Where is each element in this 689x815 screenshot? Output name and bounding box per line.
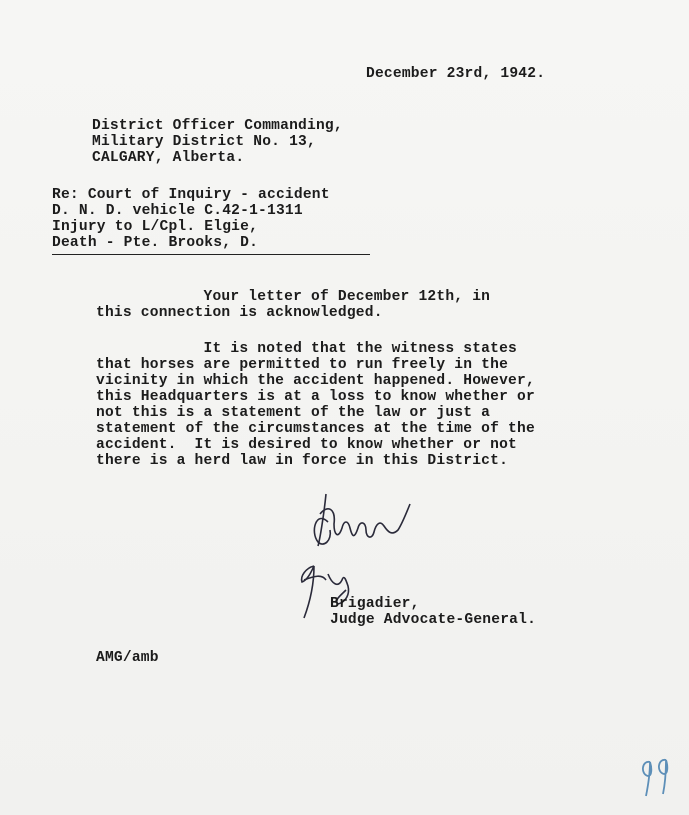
body-line: there is a herd law in force in this District. <box>96 453 509 469</box>
body-line: this Headquarters is at a loss to know whether or <box>96 389 535 405</box>
subject-line: Death - Pte. Brooks, D. <box>52 235 259 251</box>
body-line: It is noted that the witness states <box>96 341 518 357</box>
subject-underline <box>52 254 370 255</box>
recipient-line: CALGARY, Alberta. <box>92 150 245 166</box>
body-paragraph-1 <box>96 289 490 321</box>
recipient-address <box>92 118 343 166</box>
body-paragraph-2 <box>96 341 535 469</box>
recipient-line: District Officer Commanding, <box>92 118 343 134</box>
signature-line: Judge Advocate-General. <box>330 612 537 628</box>
letter-date: December 23rd, 1942. <box>366 66 546 82</box>
signature-block <box>330 596 536 628</box>
body-line: Your letter of December 12th, in <box>96 289 491 305</box>
body-line: this connection is acknowledged. <box>96 305 383 321</box>
body-line: not this is a statement of the law or just a <box>96 405 491 421</box>
subject-line: Injury to L/Cpl. Elgie, <box>52 219 259 235</box>
body-line: vicinity in which the accident happened. However, <box>96 373 535 389</box>
subject-line: Re: Court of Inquiry - accident <box>52 187 330 203</box>
recipient-line: Military District No. 13, <box>92 134 316 150</box>
handwritten-page-number <box>636 752 676 802</box>
body-line: accident. It is desired to know whether or not <box>96 437 518 453</box>
subject-line: D. N. D. vehicle C.42-1-1311 <box>52 203 303 219</box>
body-line: that horses are permitted to run freely in the <box>96 357 509 373</box>
subject-reference <box>52 187 330 251</box>
signature-line: Brigadier, <box>330 596 420 612</box>
reference-initials: AMG/amb <box>96 650 159 666</box>
body-line: statement of the circumstances at the time of the <box>96 421 535 437</box>
